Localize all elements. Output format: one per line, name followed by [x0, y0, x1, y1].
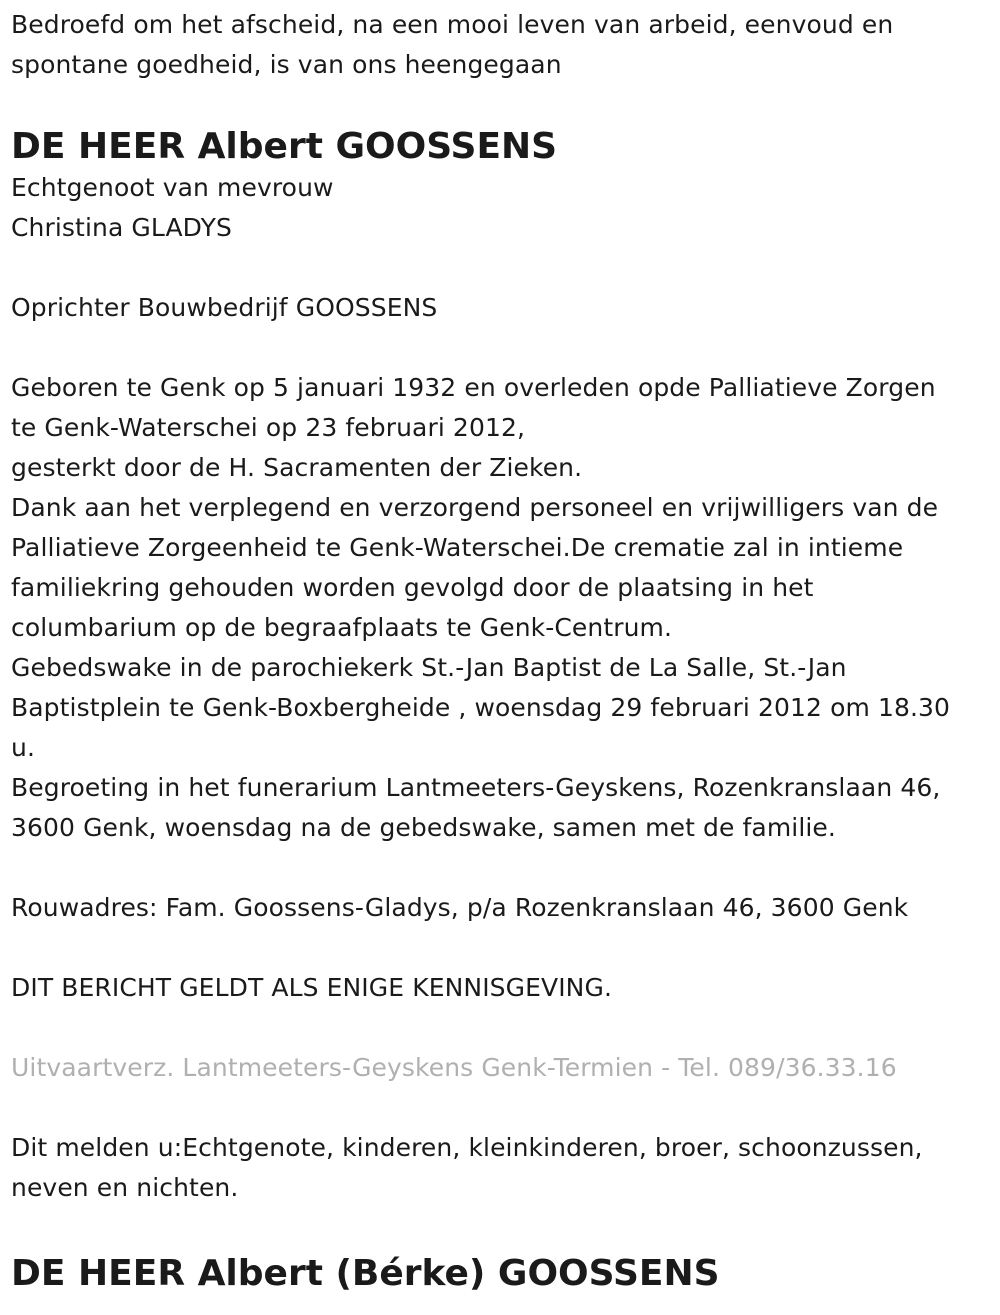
- body-line: gesterkt door de H. Sacramenten der Zieken.: [11, 453, 583, 482]
- body-line: u.: [11, 733, 35, 762]
- body-line: Palliatieve Zorgeenheid te Genk-Waterschei.De crematie zal in intieme: [11, 533, 904, 562]
- body-line: Gebedswake in de parochiekerk St.-Jan Baptist de La Salle, St.-Jan: [11, 653, 847, 682]
- spacer: [11, 328, 991, 368]
- name-heading: DE HEER Albert GOOSSENS: [11, 126, 558, 167]
- body-line: Dank aan het verplegend en verzorgend personeel en vrijwilligers van de: [11, 493, 939, 522]
- spacer: [11, 1008, 991, 1048]
- body-line: familiekring gehouden worden gevolgd door de plaatsing in het: [11, 573, 814, 602]
- spacer: [11, 928, 991, 968]
- body-paragraph: [11, 368, 991, 848]
- announcers-line-1: Dit melden u:Echtgenote, kinderen, kleinkinderen, broer, schoonzussen,: [11, 1133, 923, 1162]
- address-line: Rouwadres: Fam. Goossens-Gladys, p/a Rozenkranslaan 46, 3600 Genk: [11, 893, 909, 922]
- intro-line-2: spontane goedheid, is van ons heengegaan: [11, 50, 562, 79]
- obituary-notice: [11, 5, 991, 1295]
- notice-line: DIT BERICHT GELDT ALS ENIGE KENNISGEVING.: [11, 973, 612, 1002]
- body-line: Baptistplein te Genk-Boxbergheide , woensdag 29 februari 2012 om 18.30: [11, 693, 951, 722]
- spacer: [11, 1088, 991, 1128]
- undertaker-line: Uitvaartverz. Lantmeeters-Geyskens Genk-Termien - Tel. 089/36.33.16: [11, 1053, 897, 1082]
- spouse-line-1: Echtgenoot van mevrouw: [11, 173, 334, 202]
- body-line: 3600 Genk, woensdag na de gebedswake, samen met de familie.: [11, 813, 836, 842]
- founder-line: Oprichter Bouwbedrijf GOOSSENS: [11, 293, 438, 322]
- intro-line-1: Bedroefd om het afscheid, na een mooi leven van arbeid, eenvoud en: [11, 10, 894, 39]
- spacer: [11, 248, 991, 288]
- announcers-line-2: neven en nichten.: [11, 1173, 239, 1202]
- spacer: [11, 848, 991, 888]
- body-line: Begroeting in het funerarium Lantmeeters-Geyskens, Rozenkranslaan 46,: [11, 773, 941, 802]
- spouse-line-2: Christina GLADYS: [11, 213, 233, 242]
- body-line: columbarium op de begraafplaats te Genk-Centrum.: [11, 613, 673, 642]
- closing-heading: DE HEER Albert (Bérke) GOOSSENS: [11, 1253, 720, 1294]
- body-line: Geboren te Genk op 5 januari 1932 en overleden opde Palliatieve Zorgen: [11, 373, 936, 402]
- body-line: te Genk-Waterschei op 23 februari 2012,: [11, 413, 526, 442]
